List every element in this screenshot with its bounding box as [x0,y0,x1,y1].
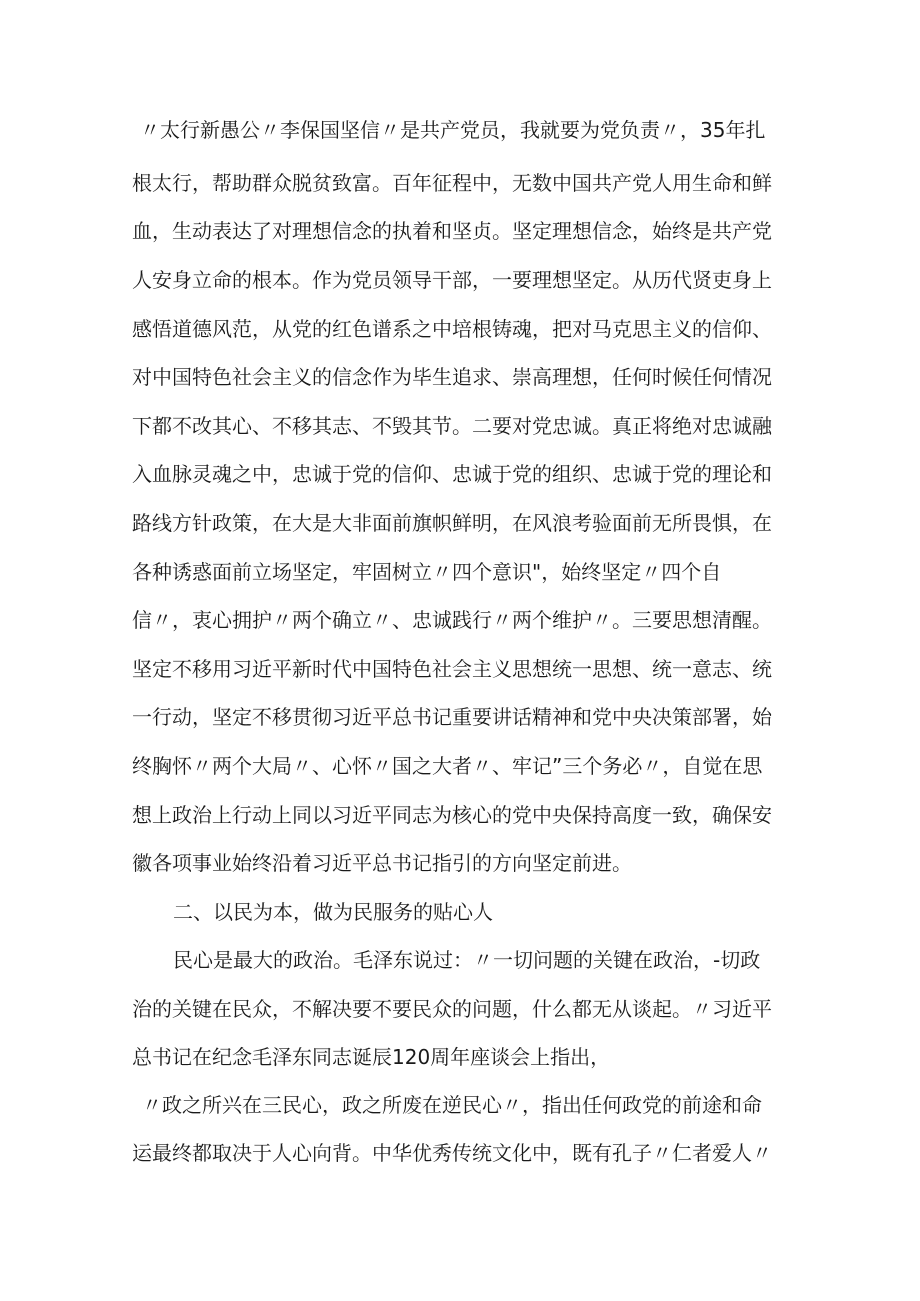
paragraph-line: 人安身立命的根本。作为党员领导干部，一要理想坚定。从历代贤吏身上 [132,268,772,292]
paragraph-line: 〃政之所兴在三民心，政之所废在逆民心〃，指出任何政党的前途和命 [142,1093,762,1117]
paragraph-line: 想上政治上行动上同以习近平同志为核心的党中央保持高度一致，确保安 [132,803,772,827]
paragraph-line: 终胸怀〃两个大局〃、心怀〃国之大者〃、牢记”三个务必〃，自觉在思 [132,754,763,778]
paragraph-line: 入血脉灵魂之中，忠诚于党的信仰、忠诚于党的组织、忠诚于党的理论和 [132,462,772,486]
paragraph-line: 民心是最大的政治。毛泽东说过：〃一切问题的关键在政治，-切政 [173,948,761,972]
paragraph-line: 下都不改其心、不移其志、不毁其节。二要对党忠诚。真正将绝对忠诚融 [132,414,772,438]
paragraph-line: 徽各项事业始终沿着习近平总书记指引的方向坚定前进。 [132,851,632,875]
paragraph-line: 感悟道德风范，从党的红色谱系之中培根铸魂，把对马克思主义的信仰、 [132,317,772,341]
paragraph-line: 路线方针政策，在大是大非面前旗帜鲜明，在风浪考验面前无所畏惧，在 [132,511,772,535]
paragraph-line: 血，生动表达了对理想信念的执着和坚贞。坚定理想信念，始终是共产党 [132,219,772,243]
paragraph-line: 对中国特色社会主义的信念作为毕生追求、崇高理想，任何时候任何情况 [132,365,772,389]
paragraph-line: 一行动，坚定不移贯彻习近平总书记重要讲话精神和党中央决策部署，始 [132,705,772,729]
paragraph-line: 各种诱惑面前立场坚定，牢固树立〃四个意识"，始终坚定〃四个自 [132,560,722,584]
paragraph-line: 坚定不移用习近平新时代中国特色社会主义思想统一思想、统一意志、统 [132,657,772,681]
paragraph-line: 治的关键在民众，不解决要不要民众的问题，什么都无从谈起。〃习近平 [132,997,772,1021]
paragraph-line: 根太行，帮助群众脱贫致富。百年征程中，无数中国共产党人用生命和鲜 [132,171,772,195]
section-heading: 二、以民为本，做为民服务的贴心人 [173,900,493,924]
paragraph-line: 信〃，衷心拥护〃两个确立〃、忠诚践行〃两个维护〃。三要思想清醒。 [132,608,772,632]
paragraph-line: 〃太行新愚公〃李保国坚信〃是共产党员，我就要为党负责〃，35年扎 [140,118,766,142]
paragraph-line: 总书记在纪念毛泽东同志诞辰120周年座谈会上指出， [132,1045,611,1069]
paragraph-line: 运最终都取决于人心向背。中华优秀传统文化中，既有孔子〃仁者爱人〃 [132,1141,772,1165]
